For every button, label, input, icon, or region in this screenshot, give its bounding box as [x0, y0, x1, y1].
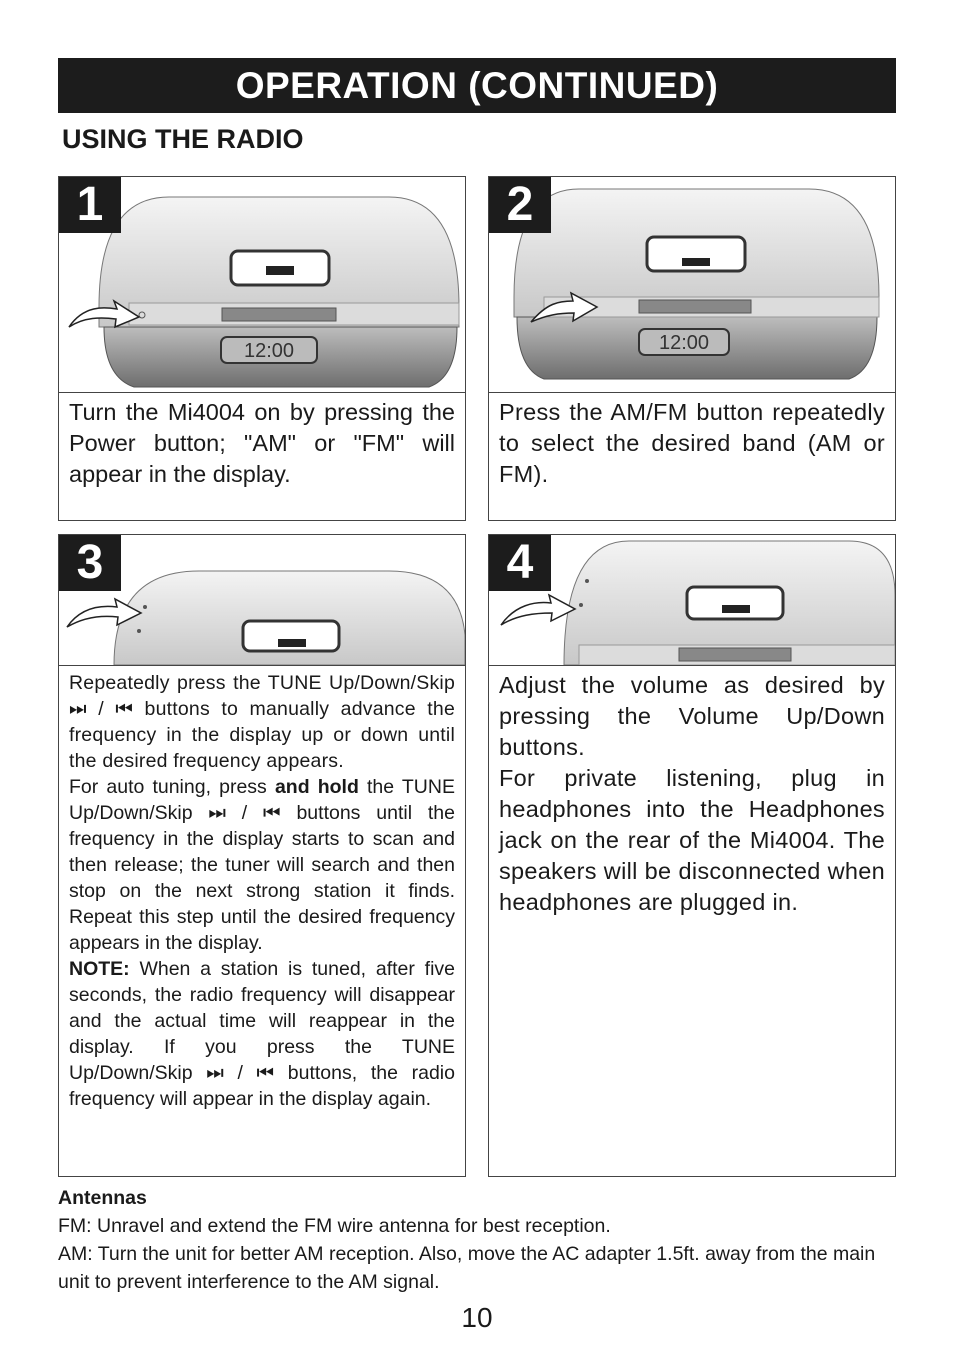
step-3-note	[69, 956, 455, 1112]
section-title: USING THE RADIO	[62, 124, 304, 154]
step-3-p2-start: For auto tuning, press	[69, 776, 275, 798]
step-3-paragraph-1: Repeatedly press the TUNE Up/Down/Skip ⏭ / ⏮ buttons to manually advance the frequency in the display up or down until the desired frequency appears.	[69, 672, 455, 772]
step-1-number: 1	[59, 177, 121, 233]
step-3-number: 3	[59, 535, 121, 591]
step-1-illustration	[59, 177, 465, 393]
antennas-am: AM: Turn the unit for better AM reception. Also, move the AC adapter 1.5ft. away from the main unit to prevent interference to the AM signal.	[58, 1243, 876, 1293]
lcd-time: 12:00	[243, 340, 295, 362]
step-2-number: 2	[489, 177, 551, 233]
step-4-panel	[488, 534, 896, 1177]
antennas-title: Antennas	[58, 1187, 147, 1209]
note-label: NOTE:	[69, 958, 130, 980]
arrow-pointer-icon	[501, 595, 575, 625]
step-3-text	[69, 670, 455, 1112]
step-3-paragraph-2	[69, 774, 455, 956]
step-1-text: Turn the Mi4004 on by pressing the Power button; "AM" or "FM" will appear in the display.	[69, 399, 455, 487]
step-4-paragraph-2: For private listening, plug in headphones into the Headphones jack on the rear of the Mi4004. The speakers will be disconnected when headphones are plugged in.	[499, 765, 885, 915]
step-1-panel	[58, 176, 466, 521]
step-4-illustration	[489, 535, 895, 666]
lcd-time: 12:00	[658, 332, 710, 354]
step-3-panel	[58, 534, 466, 1177]
page-number: 10	[461, 1302, 493, 1333]
note-text: When a station is tuned, after five seconds, the radio frequency will disappear and the actual time will reappear in the display. If you press the TUNE Up/Down/Skip ⏭ / ⏮ buttons, the radio frequency will appear in the display again.	[69, 958, 455, 1110]
antennas-section	[58, 1184, 898, 1296]
step-2-text: Press the AM/FM button repeatedly to select the desired band (AM or FM).	[499, 399, 885, 487]
step-3-p2-end: the TUNE Up/Down/Skip ⏭ / ⏮ buttons until the frequency in the display starts to scan and then release; the tuner will search and then stop on the next strong station it finds. Repeat this step until the desired frequency appears in the display.	[69, 776, 455, 954]
step-3-p2-bold: and hold	[274, 776, 359, 798]
page-banner-title: OPERATION (CONTINUED)	[58, 58, 896, 113]
step-2-panel	[488, 176, 896, 521]
step-3-illustration	[59, 535, 465, 666]
step-4-number: 4	[489, 535, 551, 591]
step-2-illustration	[489, 177, 895, 393]
step-4-paragraph-1: Adjust the volume as desired by pressing the Volume Up/Down buttons.	[499, 672, 885, 760]
step-4-text	[499, 670, 885, 918]
antennas-fm: FM: Unravel and extend the FM wire antenna for best reception.	[58, 1215, 611, 1237]
